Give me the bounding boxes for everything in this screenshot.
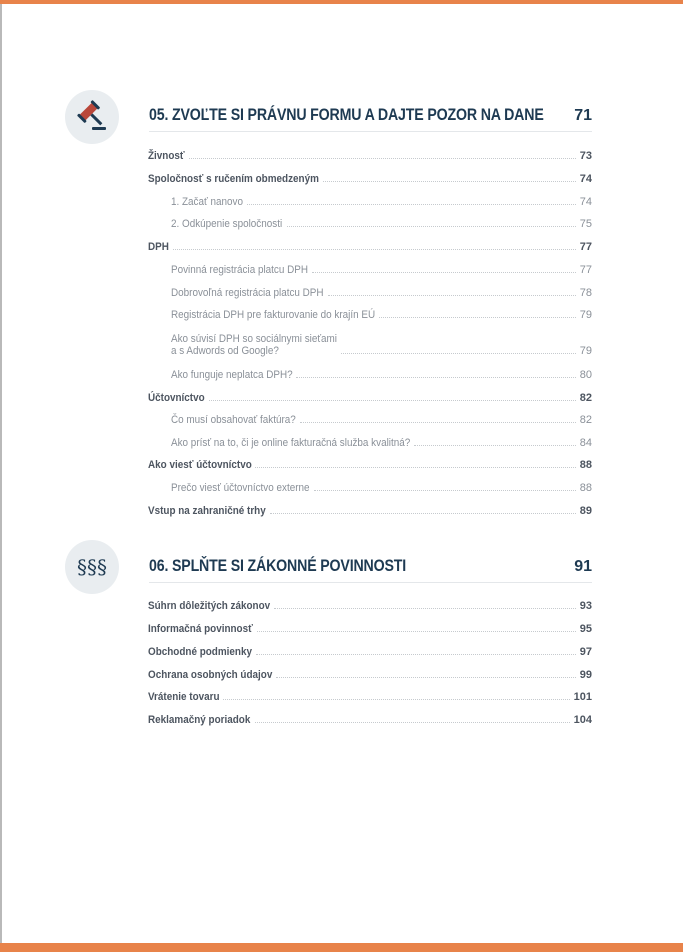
toc-entry-label-line2: a s Adwords od Google?: [171, 345, 279, 357]
toc-subentry[interactable]: [171, 414, 592, 426]
chapter-05-divider: [149, 131, 592, 132]
toc-entry-label: [171, 333, 337, 357]
toc-entry-page: 79: [579, 309, 592, 321]
toc-entry-page: 77: [579, 241, 592, 253]
chapter-06-title: 06. SPLŇTE SI ZÁKONNÉ POVINNOSTI: [149, 557, 407, 575]
toc-entry-label: Účtovníctvo: [148, 392, 205, 404]
leader-dots: [341, 353, 575, 354]
leader-dots: [189, 158, 576, 159]
chapter-05-page: 71: [574, 107, 592, 124]
toc-entry-label: Ako prísť na to, či je online fakturačná služba kvalitná?: [171, 437, 411, 449]
toc-entry-label: 1. Začať nanovo: [171, 196, 243, 208]
toc-entry-label: Obchodné podmienky: [148, 646, 252, 658]
leader-dots: [223, 699, 569, 700]
leader-dots: [256, 654, 576, 655]
toc-subentry[interactable]: [171, 333, 592, 357]
toc-subentry[interactable]: [171, 437, 592, 449]
leader-dots: [379, 317, 576, 318]
toc-entry[interactable]: [148, 459, 592, 471]
toc-entry-page: 73: [579, 150, 592, 162]
toc-entry-label: Dobrovoľná registrácia platcu DPH: [171, 287, 324, 299]
leader-dots: [314, 490, 576, 491]
toc-entry-label-line1: Ako súvisí DPH so sociálnymi sieťami: [171, 333, 338, 345]
leader-dots: [247, 204, 576, 205]
toc-entry-label: DPH: [148, 241, 169, 253]
toc-subentry[interactable]: [171, 309, 592, 321]
toc-entry[interactable]: [148, 714, 592, 726]
toc-entry-label: Povinná registrácia platcu DPH: [171, 264, 309, 276]
leader-dots: [323, 181, 576, 182]
leader-dots: [300, 422, 576, 423]
toc-entry-page: 97: [579, 646, 592, 658]
toc-entry-label: Ako viesť účtovníctvo: [148, 459, 252, 471]
toc-entry-page: 93: [579, 600, 592, 612]
toc-entry[interactable]: [148, 646, 592, 658]
toc-subentry[interactable]: [171, 218, 592, 230]
toc-entry-label: Spoločnosť s ručením obmedzeným: [148, 173, 319, 185]
toc-entry[interactable]: [148, 600, 592, 612]
toc-entry-page: 84: [579, 437, 592, 449]
toc-entry-page: 95: [579, 623, 592, 635]
toc-entry[interactable]: [148, 392, 592, 404]
toc-subentry[interactable]: [171, 482, 592, 494]
leader-dots: [274, 608, 576, 609]
toc-entry[interactable]: [148, 150, 592, 162]
toc-entry-page: 74: [579, 196, 592, 208]
leader-dots: [173, 249, 576, 250]
section-sign-icon: [65, 540, 119, 594]
toc-entry-page: 74: [579, 173, 592, 185]
toc-entry-page: 82: [579, 392, 592, 404]
toc-entry-label: Ochrana osobných údajov: [148, 669, 273, 681]
toc-entry-label: Informačná povinnosť: [148, 623, 253, 635]
toc-entry-label: Reklamačný poriadok: [148, 714, 251, 726]
toc-entry[interactable]: [148, 623, 592, 635]
toc-entry-label: 2. Odkúpenie spoločnosti: [171, 218, 283, 230]
top-accent-bar: [0, 0, 683, 4]
toc-entry-label: Ako funguje neplatca DPH?: [171, 369, 293, 381]
toc-subentry[interactable]: [171, 369, 592, 381]
chapter-05-title: 05. ZVOĽTE SI PRÁVNU FORMU A DAJTE POZOR NA DANE: [149, 106, 544, 124]
toc-entry[interactable]: [148, 505, 592, 517]
toc-entry-page: 104: [573, 714, 592, 726]
toc-entry-page: 80: [579, 369, 592, 381]
leader-dots: [312, 272, 576, 273]
toc-entry-page: 101: [573, 691, 592, 703]
toc-entry-page: 88: [579, 459, 592, 471]
toc-entry-label: Čo musí obsahovať faktúra?: [171, 414, 296, 426]
toc-entry-label: Živnosť: [148, 150, 185, 162]
toc-entry-label: Súhrn dôležitých zákonov: [148, 600, 271, 612]
toc-subentry[interactable]: [171, 196, 592, 208]
toc-entry[interactable]: [148, 669, 592, 681]
toc-entry-page: 82: [579, 414, 592, 426]
toc-entry-page: 88: [579, 482, 592, 494]
toc-entry-page: 75: [579, 218, 592, 230]
gavel-icon: [65, 90, 119, 144]
leader-dots: [255, 722, 570, 723]
toc-entry-label: Vrátenie tovaru: [148, 691, 220, 703]
svg-text:§§§: §§§: [77, 555, 107, 579]
toc-entry[interactable]: [148, 691, 592, 703]
leader-dots: [270, 513, 576, 514]
toc-entry[interactable]: [148, 241, 592, 253]
toc-subentry[interactable]: [171, 264, 592, 276]
toc-entry-page: 89: [579, 505, 592, 517]
toc-entry-page: 99: [579, 669, 592, 681]
toc-entry-page: 78: [579, 287, 592, 299]
toc-entry-label: Prečo viesť účtovníctvo externe: [171, 482, 310, 494]
chapter-06-page: 91: [574, 558, 592, 575]
leader-dots: [209, 400, 576, 401]
leader-dots: [255, 467, 575, 468]
toc-entry-label: Vstup na zahraničné trhy: [148, 505, 266, 517]
leader-dots: [296, 377, 576, 378]
chapter-06-divider: [149, 582, 592, 583]
toc-entry[interactable]: [148, 173, 592, 185]
leader-dots: [257, 631, 576, 632]
leader-dots: [276, 677, 576, 678]
leader-dots: [328, 295, 576, 296]
page-edge: [0, 4, 2, 943]
bottom-accent-bar: [0, 943, 683, 952]
toc-entry-label: Registrácia DPH pre fakturovanie do krajín EÚ: [171, 309, 376, 321]
leader-dots: [287, 226, 576, 227]
leader-dots: [414, 445, 576, 446]
toc-subentry[interactable]: [171, 287, 592, 299]
toc-entry-page: 77: [579, 264, 592, 276]
toc-entry-page: 79: [579, 345, 592, 357]
